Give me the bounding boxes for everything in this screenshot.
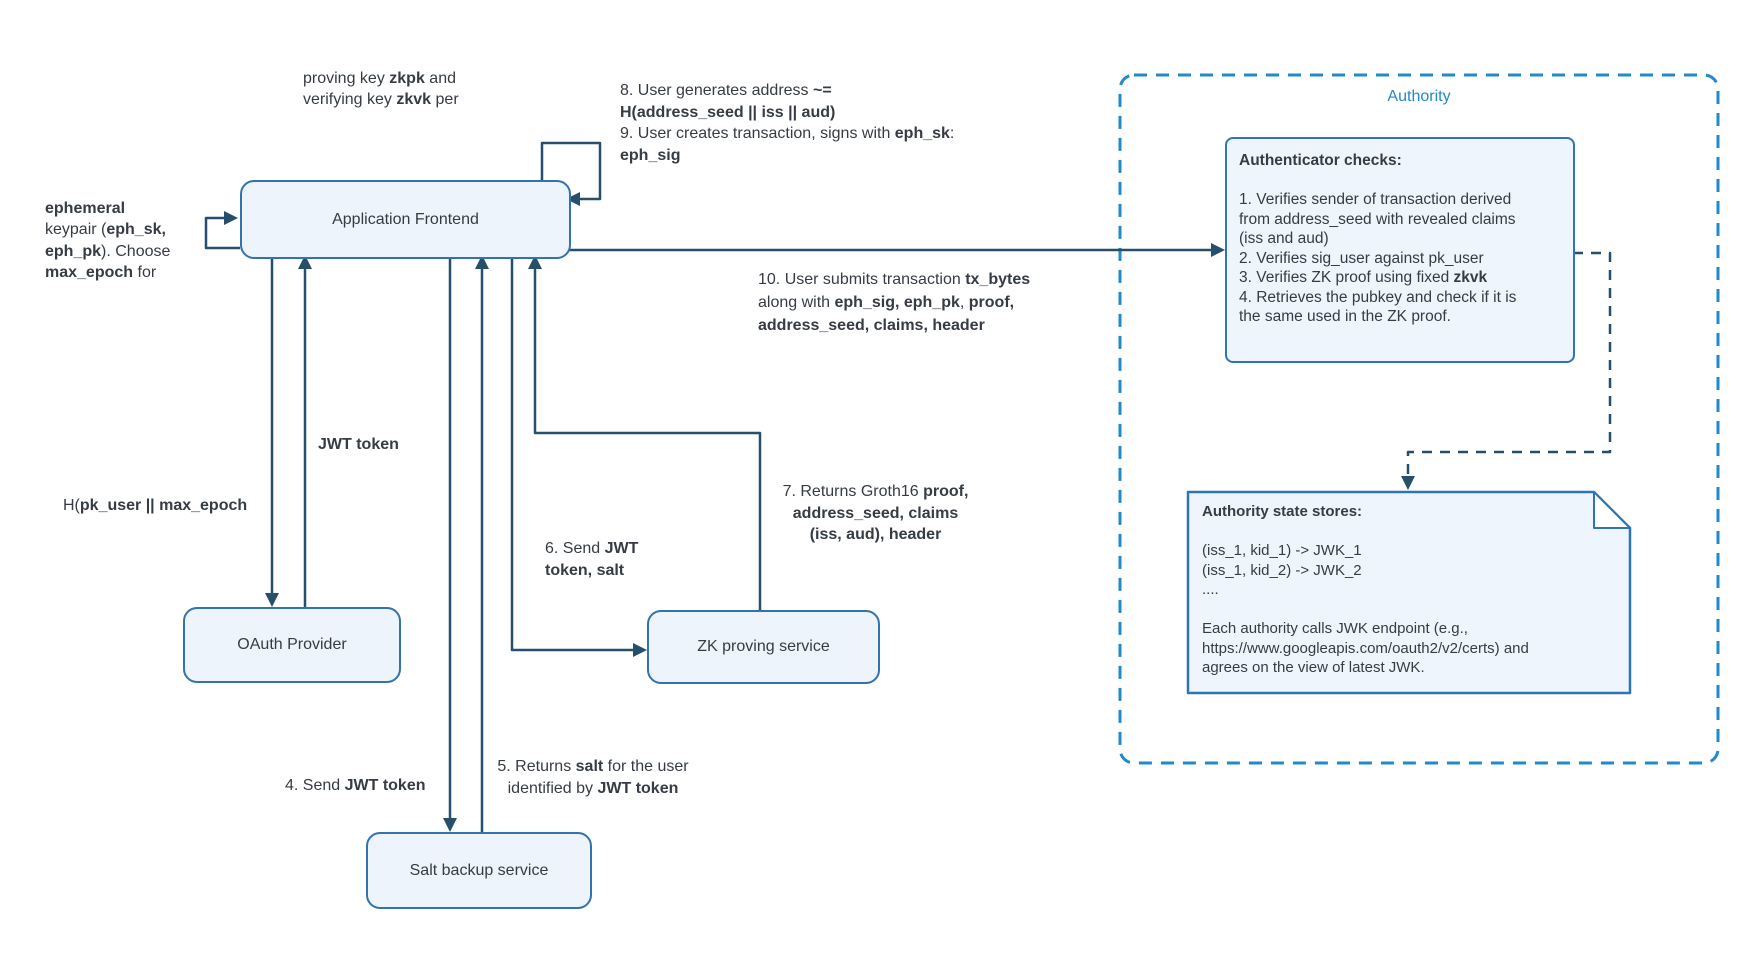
arrowhead-step10 (1211, 243, 1225, 257)
annotation-step0-trusted-setup: proving key zkpk and verifying key zkvk per (303, 69, 459, 108)
arrowhead-step1 (224, 211, 238, 225)
annotation-step5-returns-salt: 5. Returns salt for the user identified by JWT token (497, 758, 689, 797)
arrowhead-retrieve-pubkey (1401, 476, 1415, 490)
authority-state-note-title: Authority state stores: (1202, 503, 1363, 520)
annotation-step7-returns-proof: 7. Returns Groth16 proof, address_seed, claims (iss, aud), header (782, 483, 969, 543)
node-oauth-provider-label: OAuth Provider (237, 636, 347, 653)
arrowhead-step2 (265, 593, 279, 607)
arrowhead-step6 (633, 643, 647, 657)
authenticator-checks-box (1225, 137, 1575, 363)
node-application-frontend (240, 180, 571, 259)
node-zk-proving-service-label: ZK proving service (697, 638, 830, 655)
authority-group-label: Authority (1387, 88, 1451, 105)
annotation-step2-login-flow: H(pk_user || max_epoch (63, 496, 248, 514)
node-salt-backup-service (366, 832, 592, 909)
annotation-step4-send-jwt: 4. Send JWT token (285, 777, 426, 794)
edge-step1-self-loop (206, 218, 240, 248)
annotation-step8-9-address-transaction: 8. User generates address ~= H(address_seed || iss || aud) 9. User creates transaction, signs with eph_sk: eph_sig (620, 82, 955, 164)
arrowhead-step4 (443, 818, 457, 832)
node-salt-backup-service-label: Salt backup service (409, 861, 549, 879)
node-zk-proving-service (647, 610, 880, 684)
edge-step6-send-jwt-salt (512, 255, 633, 650)
authority-state-note (1202, 502, 1622, 678)
annotation-step6-send-jwt-salt: 6. Send JWT token, salt (545, 540, 639, 579)
node-application-frontend-label: Application Frontend (332, 210, 479, 228)
node-oauth-provider (183, 607, 401, 683)
annotation-step3-returns-jwt: JWT token (318, 435, 399, 453)
authority-state-note-body: (iss_1, kid_1) -> JWK_1 (iss_1, kid_2) -> JWK_2 .... Each authority calls JWK endpoint (e.g., https://www.googleapis.com/oauth2/v2/certs) and agrees on the view of latest JWK. (1202, 542, 1529, 676)
authenticator-checks-body: 1. Verifies sender of transaction derived from address_seed with revealed claims (iss and aud) 2. Verifies sig_user against pk_user 3. Verifies ZK proof using fixed zkvk 4. Retrieves the pubkey and check if it is the same used in the ZK proof. (1239, 191, 1517, 325)
annotation-step10-submit-transaction: 10. User submits transaction tx_bytes along with eph_sig, eph_pk, proof, address_seed, claims, header (758, 271, 1031, 334)
authenticator-checks-title: Authenticator checks: (1239, 152, 1402, 169)
annotation-step1-generate-keypair: ephemeral keypair (eph_sk, eph_pk). Choose max_epoch for (45, 199, 171, 281)
annotation-retrieve-provider-pubkey (1400, 404, 1404, 426)
